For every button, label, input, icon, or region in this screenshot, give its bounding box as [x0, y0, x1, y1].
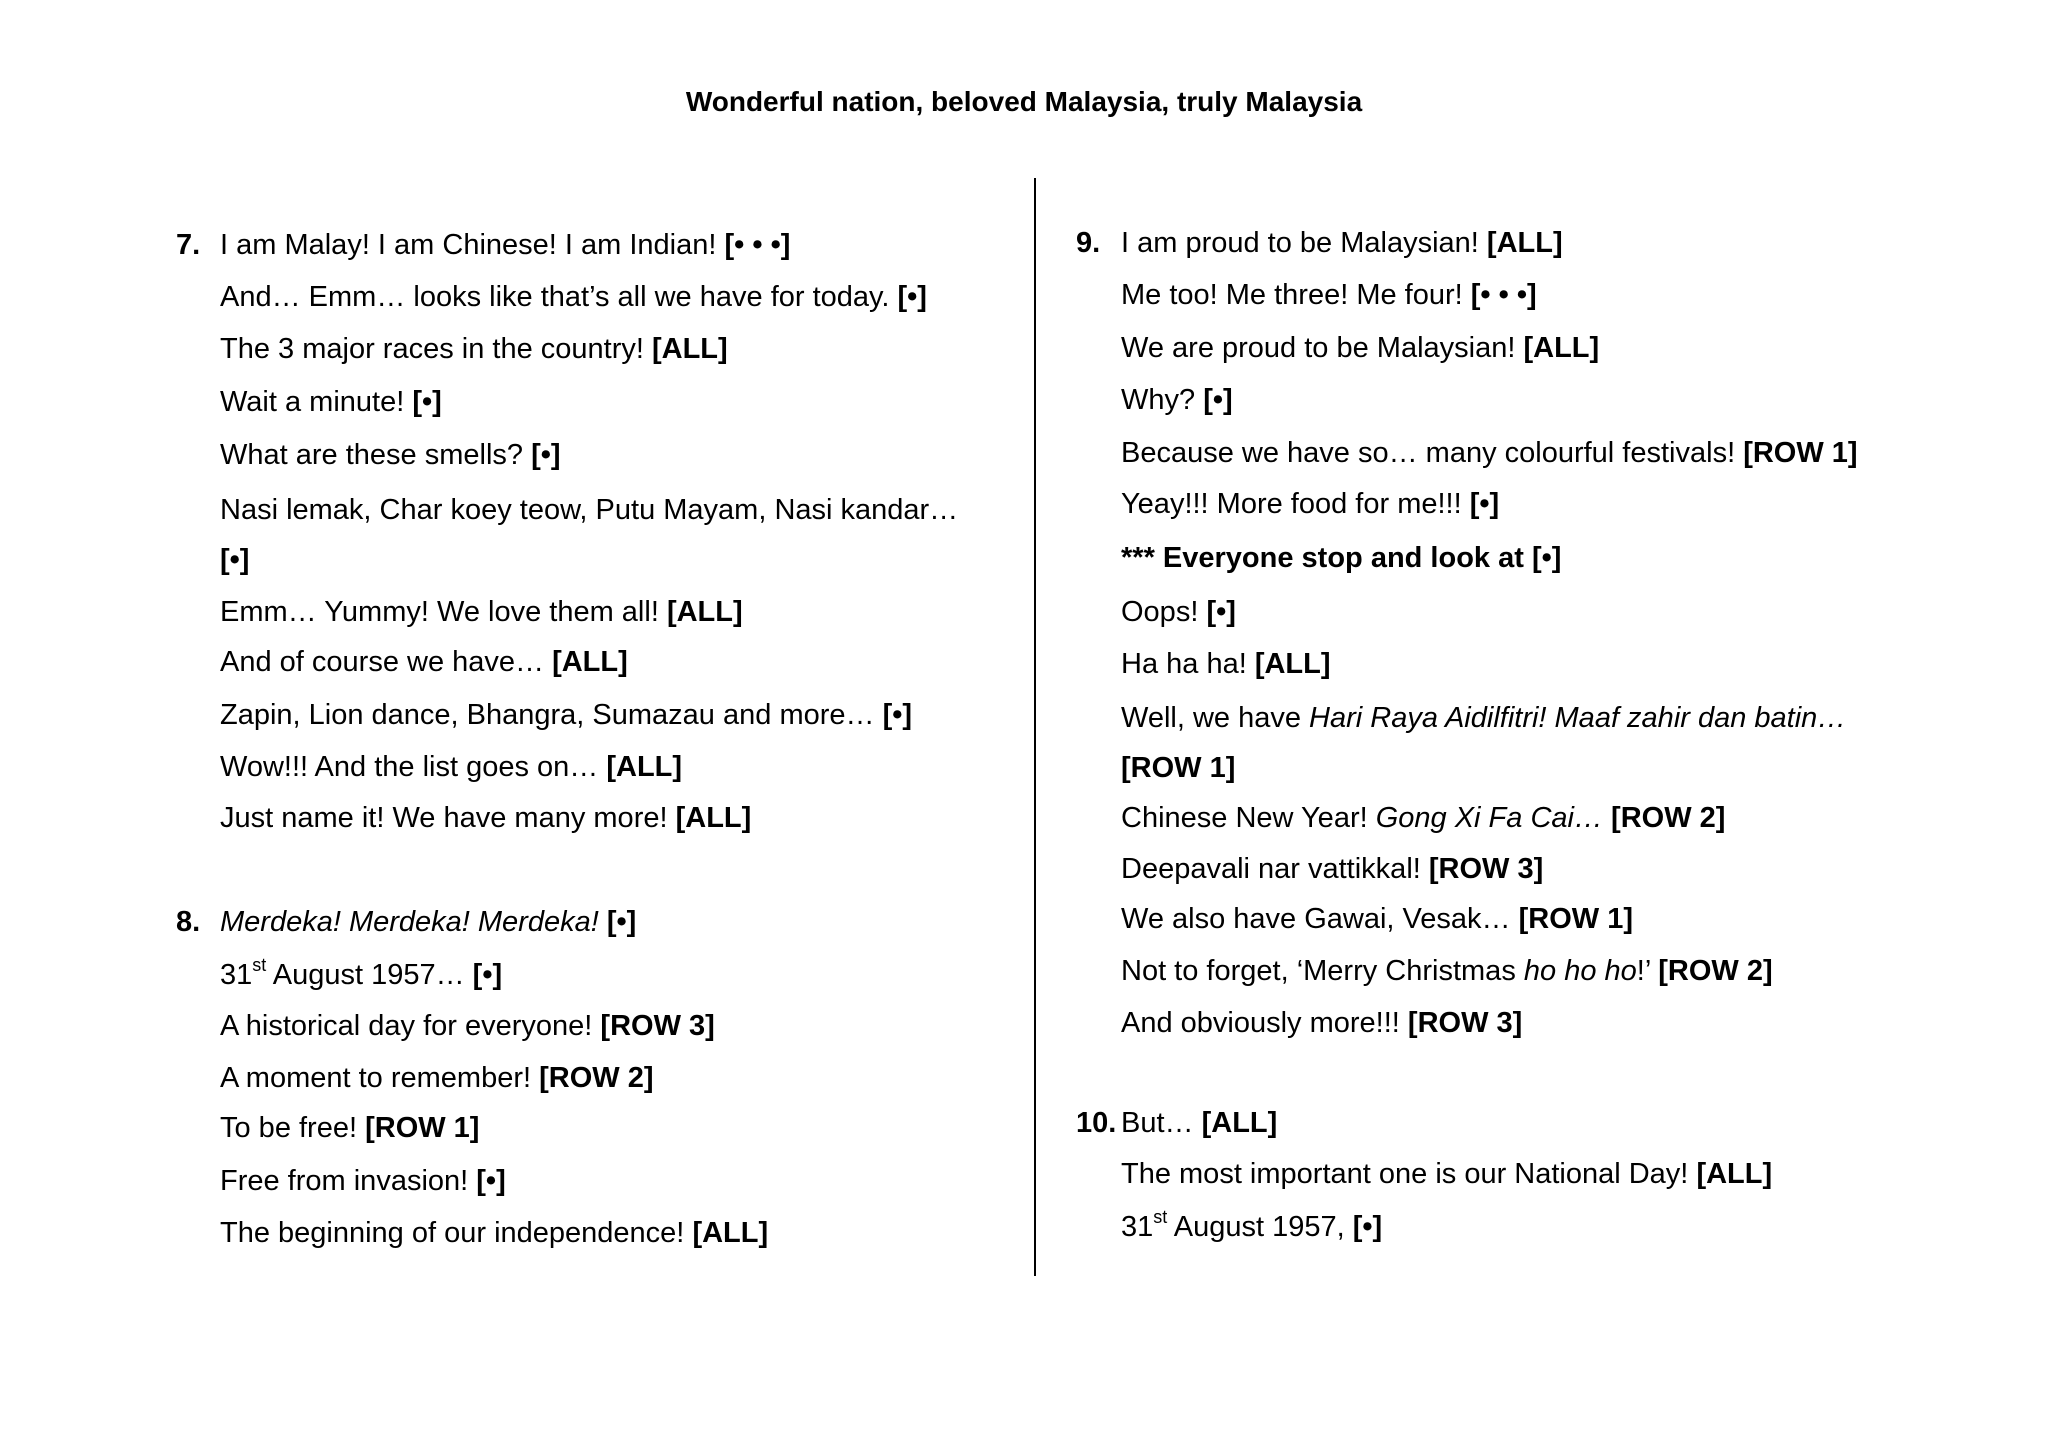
script-line: The 3 major races in the country! [ALL]	[220, 333, 728, 365]
section-9-number: 9.	[1076, 227, 1101, 259]
section-8-number: 8.	[176, 906, 201, 938]
script-line: Nasi lemak, Char koey teow, Putu Mayam, Nasi kandar…	[220, 494, 959, 526]
script-line: And… Emm… looks like that’s all we have for today. [•]	[220, 281, 927, 313]
script-line: What are these smells? [•]	[220, 439, 561, 471]
stage-direction: *** Everyone stop and look at [•]	[1121, 542, 1562, 574]
script-line: Emm… Yummy! We love them all! [ALL]	[220, 596, 743, 628]
script-line: I am Malay! I am Chinese! I am Indian! [• • •]	[220, 229, 791, 261]
script-line: And of course we have… [ALL]	[220, 646, 628, 678]
script-line: 31st August 1957, [•]	[1121, 1207, 1383, 1243]
script-line: Because we have so… many colourful festivals! [ROW 1]	[1121, 437, 1858, 469]
script-line: Ha ha ha! [ALL]	[1121, 648, 1331, 680]
script-line: The beginning of our independence! [ALL]	[220, 1217, 769, 1249]
script-line: Free from invasion! [•]	[220, 1165, 506, 1197]
script-line: Not to forget, ‘Merry Christmas ho ho ho!’ [ROW 2]	[1121, 955, 1773, 987]
script-line: Wow!!! And the list goes on… [ALL]	[220, 751, 683, 783]
script-line: [ROW 1]	[1121, 752, 1236, 784]
script-line: Zapin, Lion dance, Bhangra, Sumazau and more… [•]	[220, 699, 913, 731]
script-line: Chinese New Year! Gong Xi Fa Cai… [ROW 2]	[1121, 802, 1726, 834]
script-line: To be free! [ROW 1]	[220, 1112, 480, 1144]
script-line: [•]	[220, 544, 250, 576]
script-line: 31st August 1957… [•]	[220, 955, 503, 991]
script-line: A historical day for everyone! [ROW 3]	[220, 1010, 715, 1042]
script-line: Yeay!!! More food for me!!! [•]	[1121, 488, 1500, 520]
script-line: A moment to remember! [ROW 2]	[220, 1062, 654, 1094]
script-line: And obviously more!!! [ROW 3]	[1121, 1007, 1523, 1039]
column-divider	[1034, 178, 1036, 1276]
section-10-number: 10.	[1076, 1107, 1117, 1139]
script-line: We also have Gawai, Vesak… [ROW 1]	[1121, 903, 1633, 935]
script-line: I am proud to be Malaysian! [ALL]	[1121, 227, 1563, 259]
script-line: We are proud to be Malaysian! [ALL]	[1121, 332, 1600, 364]
script-line: Me too! Me three! Me four! [• • •]	[1121, 279, 1537, 311]
script-line: Merdeka! Merdeka! Merdeka! [•]	[220, 906, 637, 938]
script-line: Oops! [•]	[1121, 596, 1236, 628]
script-line: The most important one is our National Day! [ALL]	[1121, 1158, 1773, 1190]
script-line: Just name it! We have many more! [ALL]	[220, 802, 752, 834]
script-line: Wait a minute! [•]	[220, 386, 442, 418]
script-line: Why? [•]	[1121, 384, 1233, 416]
script-line: Well, we have Hari Raya Aidilfitri! Maaf zahir dan batin…	[1121, 702, 1847, 734]
script-line: But… [ALL]	[1121, 1107, 1278, 1139]
document-title: Wonderful nation, beloved Malaysia, truly Malaysia	[685, 86, 1363, 117]
script-line: Deepavali nar vattikkal! [ROW 3]	[1121, 853, 1544, 885]
section-7-number: 7.	[176, 229, 201, 261]
